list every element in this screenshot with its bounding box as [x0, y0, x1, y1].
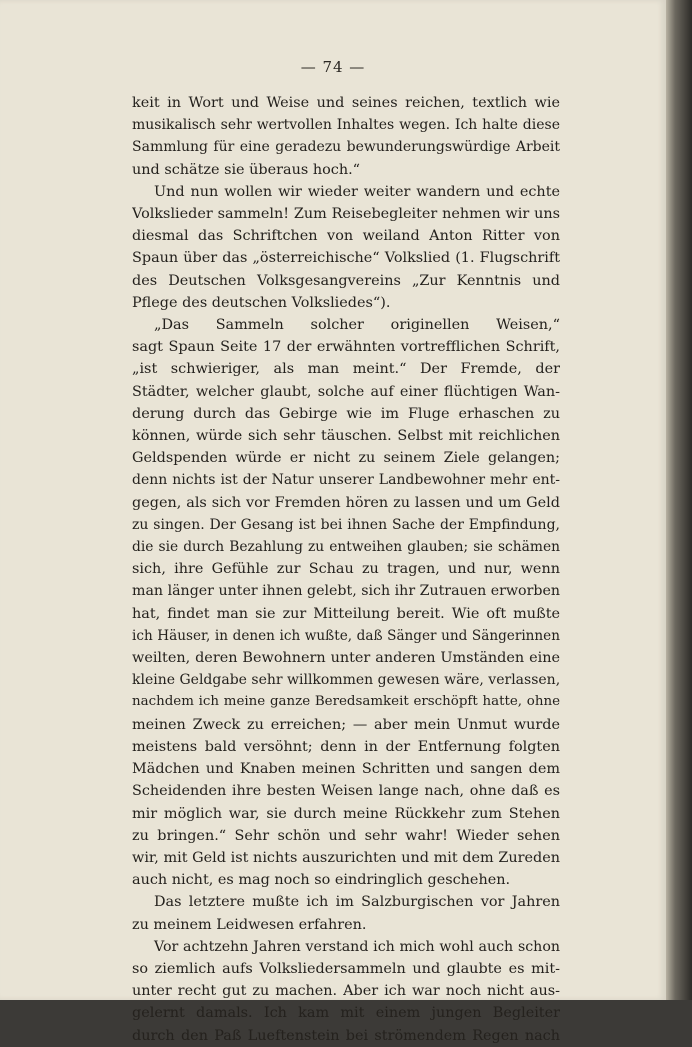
text-line: zu singen. Der Gesang ist bei ihnen Sache der Empfindung,: [132, 516, 560, 533]
text-line: können, würde sich sehr täuschen. Selbst mit reichlichen: [132, 428, 560, 445]
text-line: durch den Paß Lueftenstein bei strömendem Regen nach: [132, 1027, 560, 1044]
text-line: zu meinem Leidwesen erfahren.: [132, 916, 367, 933]
body-text: [132, 92, 560, 1047]
text-line: mir möglich war, sie durch meine Rückkehr zum Stehen: [132, 805, 560, 822]
text-line: „Das Sammeln solcher originellen Weisen,“: [154, 317, 560, 334]
text-line: zu bringen.“ Sehr schön und sehr wahr! Wieder sehen: [132, 827, 560, 844]
text-line: weilten, deren Bewohnern unter anderen Umständen eine: [132, 650, 560, 667]
text-line: wir, mit Geld ist nichts auszurichten und mit dem Zureden: [132, 849, 560, 866]
text-line: Scheidenden ihre besten Weisen lange nach, ohne daß es: [132, 783, 560, 800]
text-line: hat, findet man sie zur Mitteilung bereit. Wie oft mußte: [132, 605, 560, 622]
text-line: keit in Wort und Weise und seines reichen, textlich wie: [132, 95, 560, 111]
text-line: gegen, als sich vor Fremden hören zu lassen und um Geld: [132, 494, 560, 511]
text-line: sich, ihre Gefühle zur Schau zu tragen, und nur, wenn: [132, 561, 560, 578]
text-line: Sammlung für eine geradezu bewunderungswürdige Arbeit: [132, 139, 560, 156]
text-line: kleine Geldgabe sehr willkommen gewesen wäre, verlassen,: [132, 672, 560, 689]
text-line: Und nun wollen wir wieder weiter wandern und echte: [154, 183, 560, 200]
text-line: gelernt damals. Ich kam mit einem jungen Begleiter: [132, 1005, 560, 1022]
text-line: auch nicht, es mag noch so eindringlich geschehen.: [132, 872, 511, 889]
text-line: derung durch das Gebirge wie im Fluge erhaschen zu: [132, 405, 560, 422]
text-line: Mädchen und Knaben meinen Schritten und sangen dem: [132, 761, 560, 778]
text-line: meinen Zweck zu erreichen; — aber mein Unmut wurde: [132, 716, 560, 733]
text-line: Geldspenden würde er nicht zu seinem Ziele gelangen;: [132, 450, 560, 467]
text-line: unter recht gut zu machen. Aber ich war noch nicht aus-: [132, 983, 560, 1000]
text-line: des Deutschen Volksgesangvereins „Zur Kenntnis und: [132, 272, 560, 289]
text-line: meistens bald versöhnt; denn in der Entfernung folgten: [132, 738, 560, 755]
text-line: diesmal das Schriftchen von weiland Anton Ritter von: [132, 228, 560, 245]
text-line: Städter, welcher glaubt, solche auf einer flüchtigen Wan-: [132, 383, 560, 400]
text-line: Vor achtzehn Jahren verstand ich mich wohl auch schon: [154, 938, 560, 955]
text-line: nachdem ich meine ganze Beredsamkeit erschöpft hatte, ohne: [132, 694, 560, 710]
text-line: Das letztere mußte ich im Salzburgischen vor Jahren: [154, 894, 560, 911]
text-line: denn nichts ist der Natur unserer Landbewohner mehr ent-: [132, 472, 560, 489]
text-line: Spaun über das „österreichische“ Volkslied (1. Flugschrift: [132, 250, 560, 267]
text-line: sagt Spaun Seite 17 der erwähnten vortrefflichen Schrift,: [132, 339, 560, 356]
text-line: die sie durch Bezahlung zu entweihen glauben; sie schämen: [132, 539, 560, 556]
page-number: — 74 —: [300, 58, 366, 76]
text-line: so ziemlich aufs Volksliedersammeln und glaubte es mit-: [132, 960, 560, 977]
text-line: Pflege des deutschen Volksliedes“).: [132, 294, 391, 311]
text-line: Volkslieder sammeln! Zum Reisebegleiter nehmen wir uns: [132, 206, 560, 223]
text-line: und schätze sie überaus hoch.“: [132, 161, 361, 178]
book-binding-edge: [666, 0, 692, 1000]
text-line: musikalisch sehr wertvollen Inhaltes wegen. Ich halte diese: [132, 117, 560, 134]
text-line: „ist schwieriger, als man meint.“ Der Fremde, der: [132, 361, 560, 378]
text-line: man länger unter ihnen gelebt, sich ihr Zutrauen erworben: [132, 583, 560, 600]
text-line: ich Häuser, in denen ich wußte, daß Sänger und Sängerinnen: [132, 627, 560, 644]
